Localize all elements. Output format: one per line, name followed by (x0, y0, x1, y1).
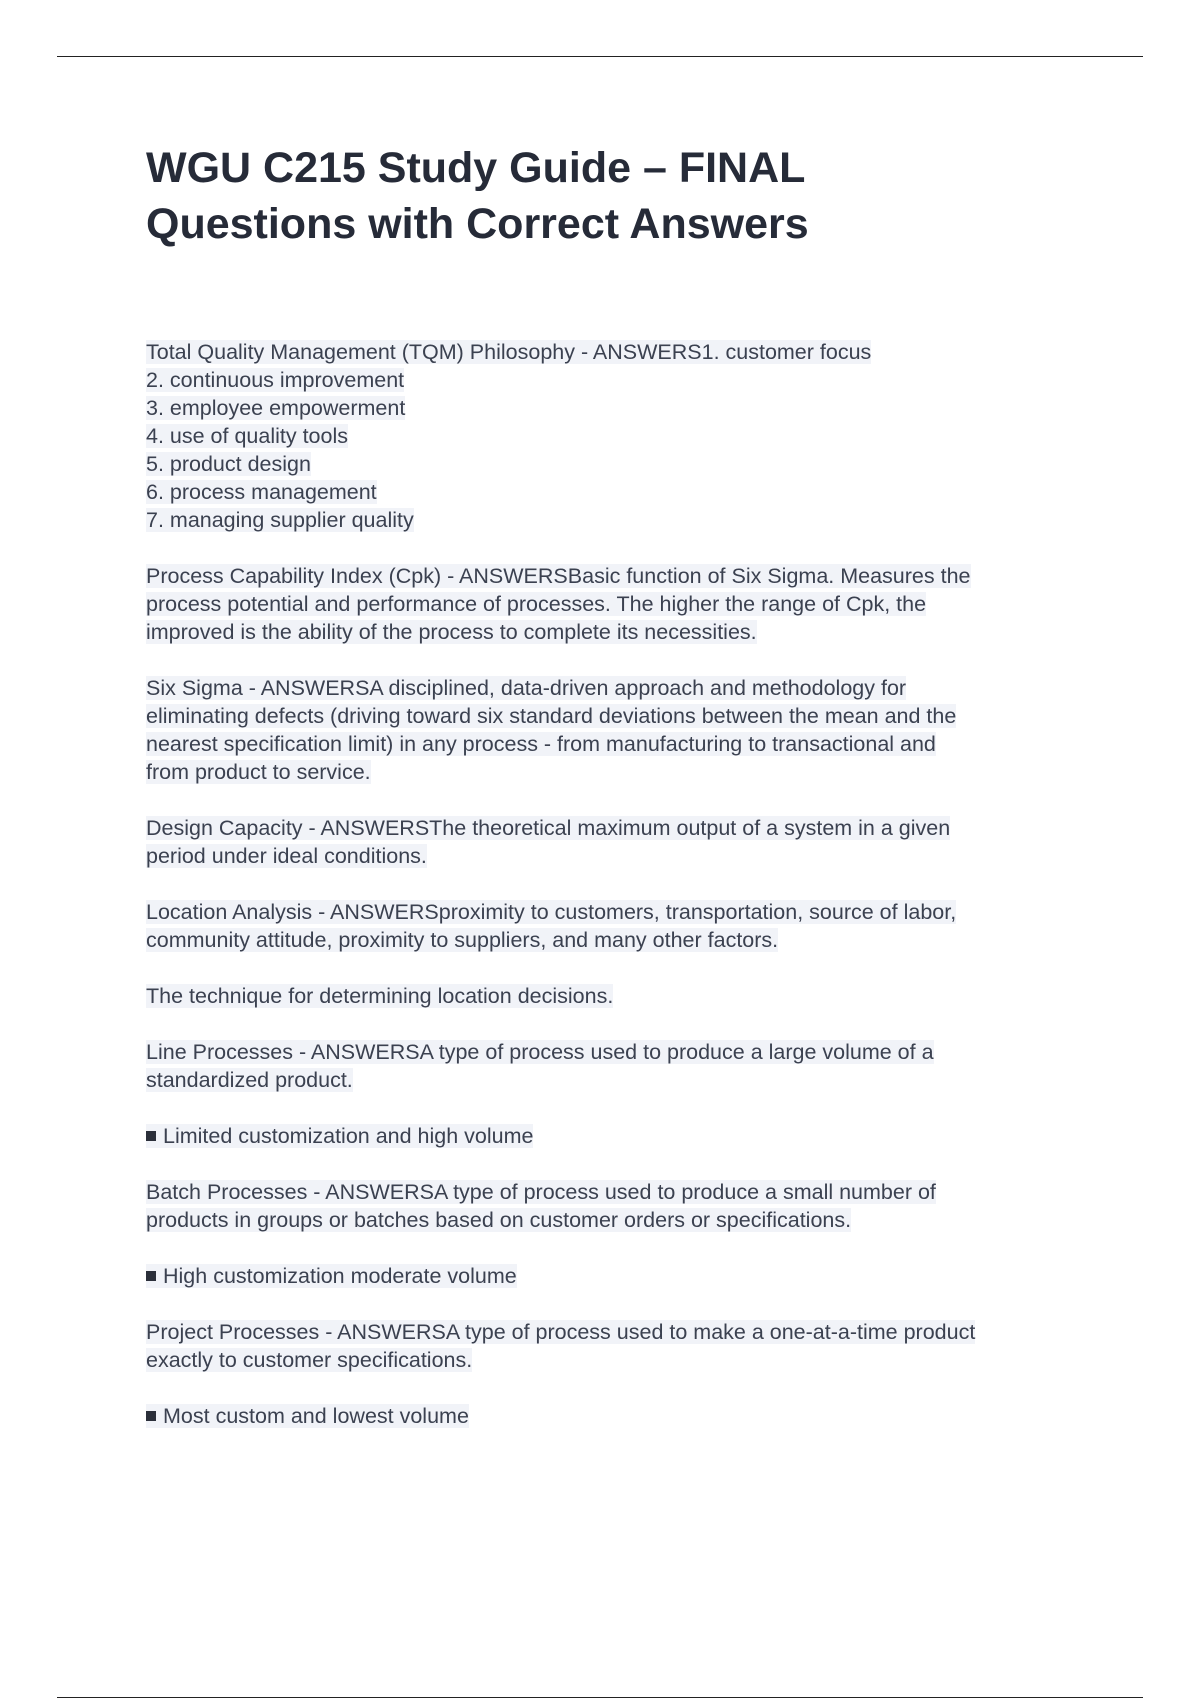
bullet-text: Limited customization and high volume (163, 1124, 534, 1148)
entry-line: 2. continuous improvement (146, 368, 405, 392)
top-divider (57, 56, 1143, 57)
entry-design-capacity (146, 814, 1086, 870)
entry-line: products in groups or batches based on customer orders or specifications. (146, 1208, 852, 1232)
title-line-2: Questions with Correct Answers (146, 200, 809, 248)
entry-line: Line Processes - ANSWERSA type of process used to produce a large volume of a (146, 1040, 934, 1064)
entry-batch-processes (146, 1178, 1086, 1234)
bullet-batch-processes (146, 1262, 1086, 1290)
entry-line: community attitude, proximity to suppliers, and many other factors. (146, 928, 779, 952)
entry-line-processes (146, 1038, 1086, 1094)
bullet-text: Most custom and lowest volume (163, 1404, 469, 1428)
entry-line: 5. product design (146, 452, 311, 476)
page-title (146, 140, 1106, 252)
bullet-project-processes (146, 1402, 1086, 1430)
entry-line: 4. use of quality tools (146, 424, 348, 448)
entry-line: 3. employee empowerment (146, 396, 406, 420)
square-bullet-icon (146, 1411, 156, 1421)
entry-line: Process Capability Index (Cpk) - ANSWERSBasic function of Six Sigma. Measures the (146, 564, 971, 588)
entry-line: period under ideal conditions. (146, 844, 427, 868)
entry-line: exactly to customer specifications. (146, 1348, 473, 1372)
study-guide-body (146, 338, 1086, 1458)
entry-line: from product to service. (146, 760, 371, 784)
entry-line: Location Analysis - ANSWERSproximity to customers, transportation, source of labor, (146, 900, 957, 924)
entry-line: process potential and performance of processes. The higher the range of Cpk, the (146, 592, 927, 616)
entry-line: Batch Processes - ANSWERSA type of process used to produce a small number of (146, 1180, 936, 1204)
square-bullet-icon (146, 1131, 156, 1141)
entry-line: Project Processes - ANSWERSA type of process used to make a one-at-a-time product (146, 1320, 976, 1344)
entry-tqm-philosophy (146, 338, 1086, 534)
entry-line: eliminating defects (driving toward six standard deviations between the mean and the (146, 704, 957, 728)
entry-line: 6. process management (146, 480, 377, 504)
bullet-line-processes (146, 1122, 1086, 1150)
entry-line: Six Sigma - ANSWERSA disciplined, data-driven approach and methodology for (146, 676, 907, 700)
entry-six-sigma (146, 674, 1086, 786)
title-line-1: WGU C215 Study Guide – FINAL (146, 144, 806, 192)
entry-line: Total Quality Management (TQM) Philosophy - ANSWERS1. customer focus (146, 340, 872, 364)
entry-line: 7. managing supplier quality (146, 508, 414, 532)
entry-line: The technique for determining location decisions. (146, 984, 614, 1008)
entry-process-capability-index (146, 562, 1086, 646)
entry-line: nearest specification limit) in any process - from manufacturing to transactional and (146, 732, 936, 756)
entry-line: improved is the ability of the process to complete its necessities. (146, 620, 757, 644)
entry-line: standardized product. (146, 1068, 353, 1092)
square-bullet-icon (146, 1271, 156, 1281)
bullet-text: High customization moderate volume (163, 1264, 517, 1288)
entry-line: Design Capacity - ANSWERSThe theoretical maximum output of a system in a given (146, 816, 951, 840)
entry-location-analysis (146, 898, 1086, 954)
entry-location-technique (146, 982, 1086, 1010)
entry-project-processes (146, 1318, 1086, 1374)
bottom-divider (57, 1697, 1143, 1698)
